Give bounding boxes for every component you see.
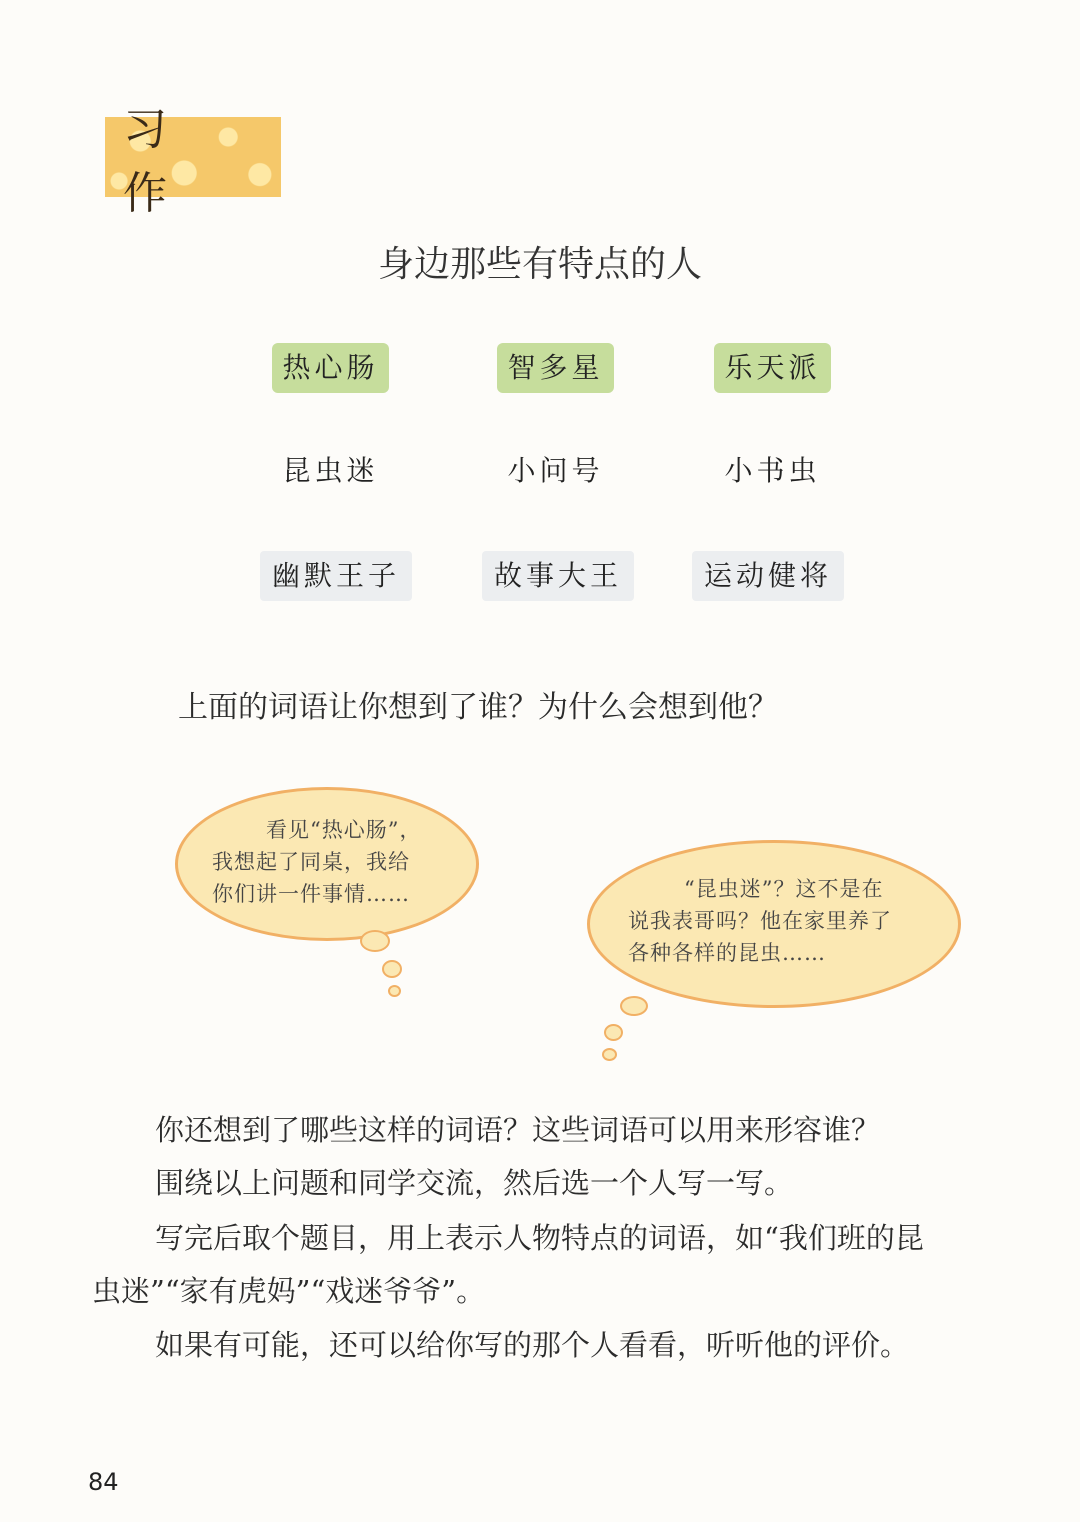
bubble-dot xyxy=(602,1048,617,1061)
body-paragraph: 如果有可能，还可以给你写的那个人看看，听听他的评价。 xyxy=(155,1328,910,1362)
bubble-line: 看见“热心肠”， xyxy=(266,818,422,842)
bubble-dot xyxy=(382,960,402,978)
bubble-line: 你们讲一件事情…… xyxy=(212,882,410,906)
page-title: 身边那些有特点的人 xyxy=(377,244,702,285)
word-tag: 幽默王子 xyxy=(260,551,412,601)
bubble-line: 说我表哥吗？他在家里养了 xyxy=(628,909,892,933)
section-badge xyxy=(105,104,281,219)
bubble-line: 我想起了同桌，我给 xyxy=(212,850,410,874)
body-paragraph: 写完后取个题目，用上表示人物特点的词语，如“我们班的昆 xyxy=(155,1221,924,1255)
body-paragraph: 围绕以上问题和同学交流，然后选一个人写一写。 xyxy=(155,1166,794,1200)
bubble-dot xyxy=(360,930,390,952)
word-tag: 昆虫迷 xyxy=(282,454,379,487)
word-tag: 故事大王 xyxy=(482,551,634,601)
bubble-dot xyxy=(604,1024,623,1041)
bubble-line: 各种各样的昆虫…… xyxy=(628,941,826,965)
bubble-dot xyxy=(388,985,401,997)
body-paragraph: 虫迷”“家有虎妈”“戏迷爷爷”。 xyxy=(92,1274,486,1308)
page-number: 84 xyxy=(88,1468,119,1496)
word-tag: 小问号 xyxy=(507,454,604,487)
word-tag: 运动健将 xyxy=(692,551,844,601)
body-paragraph: 你还想到了哪些这样的词语？这些词语可以用来形容谁？ xyxy=(155,1113,881,1147)
section-label: 习 作 xyxy=(123,104,191,219)
bubble-line: “昆虫迷”？这不是在 xyxy=(684,877,884,901)
bubble-dot xyxy=(620,996,648,1016)
word-tag: 乐天派 xyxy=(714,343,831,393)
word-tag: 热心肠 xyxy=(272,343,389,393)
word-tag: 小书虫 xyxy=(724,454,821,487)
word-tag: 智多星 xyxy=(497,343,614,393)
question-text: 上面的词语让你想到了谁？为什么会想到他？ xyxy=(178,690,778,725)
